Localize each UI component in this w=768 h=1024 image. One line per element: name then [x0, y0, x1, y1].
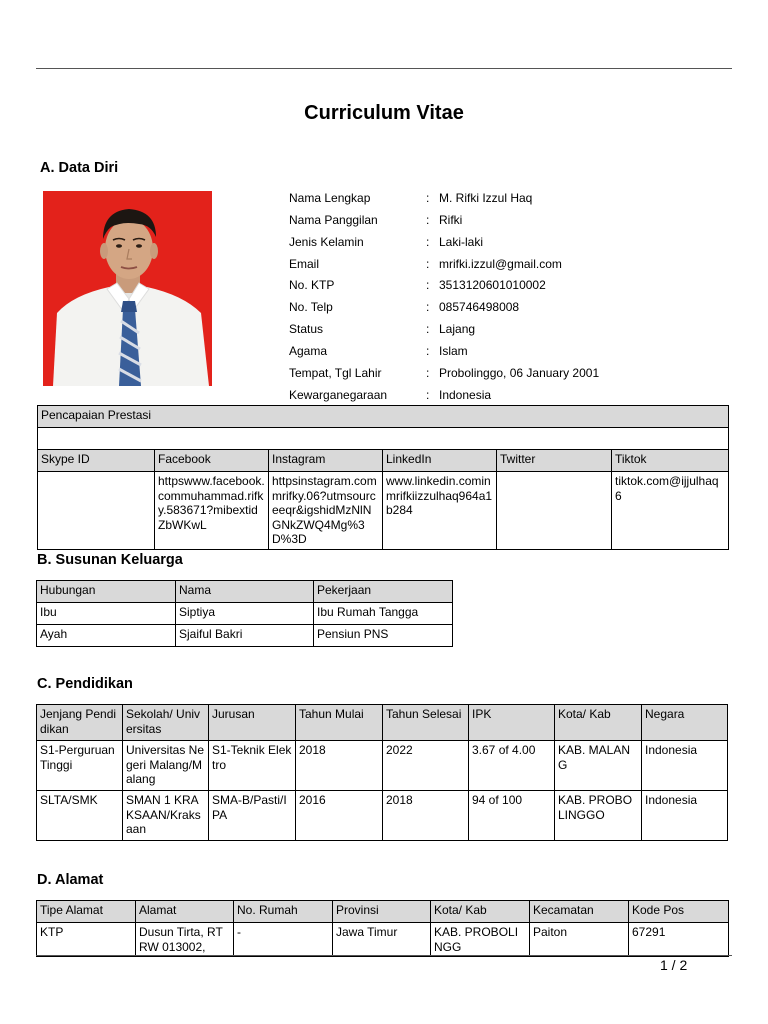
info-label: Tempat, Tgl Lahir [289, 366, 382, 380]
section-heading-keluarga: B. Susunan Keluarga [37, 552, 183, 568]
info-separator: : [426, 278, 430, 292]
document-title: Curriculum Vitae [304, 102, 464, 124]
info-row-no-ktp [289, 278, 729, 300]
keluarga-header-nama: Nama [176, 581, 314, 603]
social-header-instagram: Instagram [269, 450, 383, 472]
section-heading-data-diri: A. Data Diri [40, 160, 119, 176]
info-value: Lajang [439, 322, 476, 336]
table-row [37, 603, 453, 625]
pendidikan-cell: KAB. PROBOLINGGO [555, 791, 642, 841]
info-separator: : [426, 366, 430, 380]
keluarga-cell: Ibu [37, 603, 176, 625]
alamat-table [36, 900, 729, 957]
info-row-nama-lengkap [289, 191, 729, 213]
section-heading-pendidikan: C. Pendidikan [37, 676, 133, 692]
social-header-facebook: Facebook [155, 450, 269, 472]
info-value: 085746498008 [439, 300, 520, 314]
keluarga-cell: Siptiya [176, 603, 314, 625]
social-value-tiktok[interactable]: tiktok.com@ijjulhaq6 [612, 472, 729, 550]
alamat-header: Alamat [136, 901, 234, 923]
pendidikan-cell: 2018 [383, 791, 469, 841]
pendidikan-header: Tahun Mulai [296, 705, 383, 741]
alamat-header: Tipe Alamat [37, 901, 136, 923]
social-value-instagram[interactable]: httpsinstagram.commrifky.06?utmsourceeqr&igshidMzNlNGNkZWQ4Mg%3D%3D [269, 472, 383, 550]
info-separator: : [426, 344, 430, 358]
alamat-header: Kota/ Kab [431, 901, 530, 923]
info-row-agama [289, 344, 729, 366]
page-break-rule [36, 955, 732, 956]
info-value: M. Rifki Izzul Haq [439, 191, 533, 205]
alamat-cell: KTP [37, 923, 136, 957]
keluarga-cell: Ayah [37, 625, 176, 647]
alamat-cell: Paiton [530, 923, 629, 957]
pendidikan-cell: SMAN 1 KRAKSAAN/Kraksaan [123, 791, 209, 841]
pendidikan-cell: 2022 [383, 741, 469, 791]
info-row-ttl [289, 366, 729, 388]
alamat-header: Provinsi [333, 901, 431, 923]
info-value: mrifki.izzul@gmail.com [439, 257, 562, 271]
keluarga-table [36, 580, 453, 647]
profile-photo [43, 191, 212, 386]
social-header-linkedin: LinkedIn [383, 450, 497, 472]
info-value: Islam [439, 344, 468, 358]
table-row [37, 923, 729, 957]
pendidikan-cell: 3.67 of 4.00 [469, 741, 555, 791]
social-header-skype: Skype ID [38, 450, 155, 472]
keluarga-cell: Pensiun PNS [314, 625, 453, 647]
alamat-cell: Jawa Timur [333, 923, 431, 957]
alamat-header: Kode Pos [629, 901, 729, 923]
info-row-no-telp [289, 300, 729, 322]
prestasi-table [37, 405, 729, 550]
alamat-cell: 67291 [629, 923, 729, 957]
person-photo-illustration [43, 191, 212, 386]
alamat-cell: KAB. PROBOLINGG [431, 923, 530, 957]
info-label: Jenis Kelamin [289, 235, 364, 249]
keluarga-header-hubungan: Hubungan [37, 581, 176, 603]
pendidikan-cell: SMA-B/Pasti/IPA [209, 791, 296, 841]
social-value-linkedin[interactable]: www.linkedin.comin mrifkiizzulhaq964a1b284 [383, 472, 497, 550]
info-row-nama-panggilan [289, 213, 729, 235]
pendidikan-cell: Indonesia [642, 741, 728, 791]
info-separator: : [426, 213, 430, 227]
pendidikan-table [36, 704, 728, 841]
top-rule [36, 68, 732, 69]
info-value: Indonesia [439, 388, 492, 402]
prestasi-empty-row [38, 428, 729, 450]
info-row-jenis-kelamin [289, 235, 729, 257]
info-separator: : [426, 235, 430, 249]
pendidikan-header: Kota/ Kab [555, 705, 642, 741]
social-value-facebook[interactable]: httpswww.facebook.commuhammad.rifky.583671?mibextidZbWKwL [155, 472, 269, 550]
pendidikan-cell: S1-Perguruan Tinggi [37, 741, 123, 791]
pendidikan-cell: Universitas Negeri Malang/Malang [123, 741, 209, 791]
info-label: No. KTP [289, 278, 335, 292]
info-label: Agama [289, 344, 328, 358]
alamat-header: No. Rumah [234, 901, 333, 923]
info-label: Status [289, 322, 324, 336]
pendidikan-header: Sekolah/ Universitas [123, 705, 209, 741]
info-separator: : [426, 388, 430, 402]
table-row [37, 741, 728, 791]
pendidikan-header: Negara [642, 705, 728, 741]
table-row [37, 625, 453, 647]
pendidikan-cell: SLTA/SMK [37, 791, 123, 841]
info-row-status [289, 322, 729, 344]
alamat-cell: Dusun Tirta, RTRW 013002, [136, 923, 234, 957]
social-header-twitter: Twitter [497, 450, 612, 472]
pendidikan-cell: 2016 [296, 791, 383, 841]
keluarga-header-pekerjaan: Pekerjaan [314, 581, 453, 603]
info-label: Nama Lengkap [289, 191, 371, 205]
keluarga-cell: Ibu Rumah Tangga [314, 603, 453, 625]
info-value: Rifki [439, 213, 463, 227]
prestasi-header: Pencapaian Prestasi [38, 406, 729, 428]
social-value-skype [38, 472, 155, 550]
pendidikan-header: Jenjang Pendidikan [37, 705, 123, 741]
info-value: Probolinggo, 06 January 2001 [439, 366, 600, 380]
info-separator: : [426, 322, 430, 336]
info-row-email [289, 257, 729, 279]
info-label: Email [289, 257, 320, 271]
pendidikan-cell: KAB. MALANG [555, 741, 642, 791]
info-label: Nama Panggilan [289, 213, 378, 227]
info-value: 3513120601010002 [439, 278, 546, 292]
pendidikan-header: Tahun Selesai [383, 705, 469, 741]
info-label: No. Telp [289, 300, 333, 314]
table-row [37, 791, 728, 841]
info-label: Kewarganegaraan [289, 388, 388, 402]
keluarga-cell: Sjaiful Bakri [176, 625, 314, 647]
info-separator: : [426, 191, 430, 205]
pendidikan-header: IPK [469, 705, 555, 741]
pendidikan-cell: Indonesia [642, 791, 728, 841]
pendidikan-header: Jurusan [209, 705, 296, 741]
info-value: Laki-laki [439, 235, 484, 249]
alamat-cell: - [234, 923, 333, 957]
page-number: 1 / 2 [660, 957, 688, 973]
info-separator: : [426, 300, 430, 314]
info-separator: : [426, 257, 430, 271]
pendidikan-cell: S1-Teknik Elektro [209, 741, 296, 791]
alamat-header: Kecamatan [530, 901, 629, 923]
pendidikan-cell: 94 of 100 [469, 791, 555, 841]
social-header-tiktok: Tiktok [612, 450, 729, 472]
pendidikan-cell: 2018 [296, 741, 383, 791]
social-value-twitter [497, 472, 612, 550]
section-heading-alamat: D. Alamat [37, 872, 104, 888]
